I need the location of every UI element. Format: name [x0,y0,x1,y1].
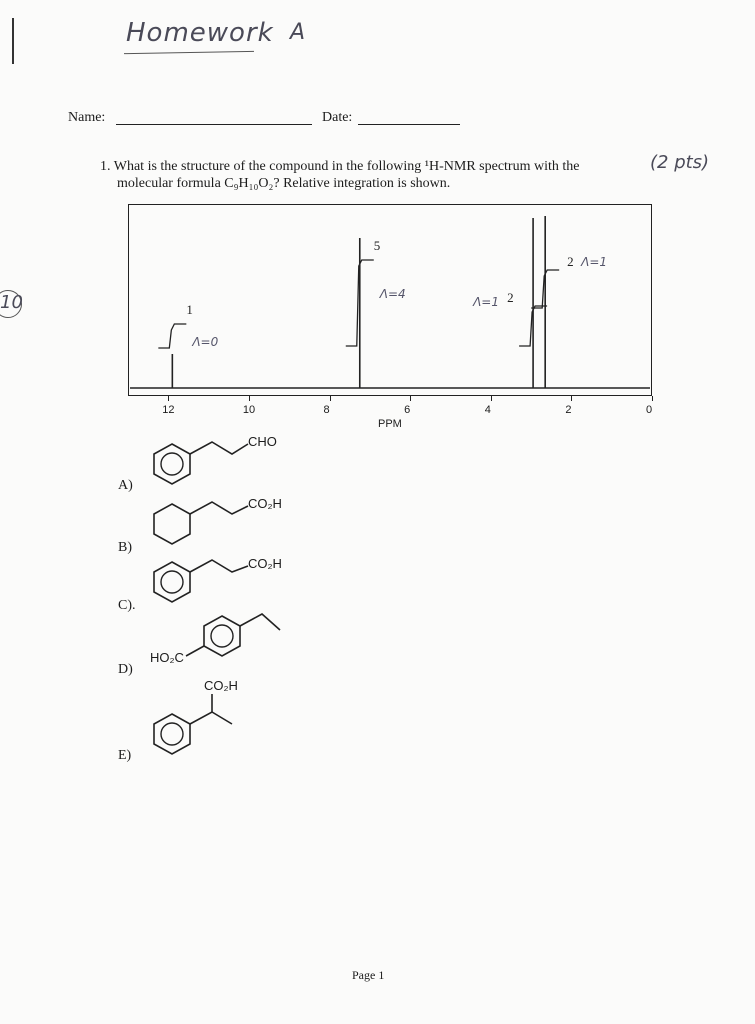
peak-hand-note: Λ=0 [192,335,219,349]
structure-b [154,502,248,544]
x-tick-label: 6 [404,404,411,416]
structure-d [186,614,280,656]
peak-integration-label: 1 [186,302,193,317]
peak-hand-note: Λ=1 [581,255,608,269]
score-note: 10 [0,292,23,313]
date-label: Date: [322,110,353,125]
x-tick-label: 4 [484,404,491,416]
x-tick-mark [168,396,169,401]
x-tick-mark [571,396,572,401]
nmr-spectrum [0,0,755,440]
option-a-letter[interactable]: A) [118,478,133,493]
x-tick-mark [410,396,411,401]
peak-integration-label: 5 [373,238,381,253]
question-line1: 1. What is the structure of the compound in the following ¹H-NMR spectrum with the [100,159,580,174]
x-tick-label: 2 [565,404,572,416]
x-axis-label: PPM [378,418,402,430]
x-tick-label: 10 [242,404,256,416]
homework-title-suffix: A [290,20,306,45]
x-tick-mark [491,396,492,401]
name-label: Name: [68,110,106,125]
structure-a-group: CHO [248,434,277,449]
structure-d-group: HO₂C [150,650,184,665]
structure-e-group: CO₂H [204,678,238,693]
homework-title: Homework [126,18,274,48]
peak-hand-note: Λ=1 [473,295,499,309]
option-e-letter[interactable]: E) [118,748,132,763]
x-tick-mark [249,396,250,401]
option-d-letter[interactable]: D) [118,662,133,677]
x-tick-label: 0 [646,404,653,416]
structure-b-group: CO₂H [248,496,282,511]
x-tick-label: 8 [323,404,330,416]
structure-c [154,560,248,602]
option-b-letter[interactable]: B) [118,540,132,555]
page-number: Page 1 [352,968,385,982]
x-tick-mark [652,396,653,401]
integration-curve [158,324,186,348]
option-c-letter[interactable]: C). [118,598,136,613]
peak-integration-label: 2 [567,254,574,269]
peak-hand-note: Λ=4 [379,287,406,301]
question-number: 1. [100,159,111,174]
question-line2: molecular formula C₉H₁₀O₂? Relative integration is shown. [117,176,451,191]
x-tick-mark [330,396,331,401]
peak-integration-label: 2 [507,290,514,305]
structure-e [154,694,232,754]
structure-c-group: CO₂H [248,556,282,571]
x-tick-label: 12 [162,404,175,416]
points-note: (2 pts) [650,152,710,173]
structure-a [154,442,248,484]
